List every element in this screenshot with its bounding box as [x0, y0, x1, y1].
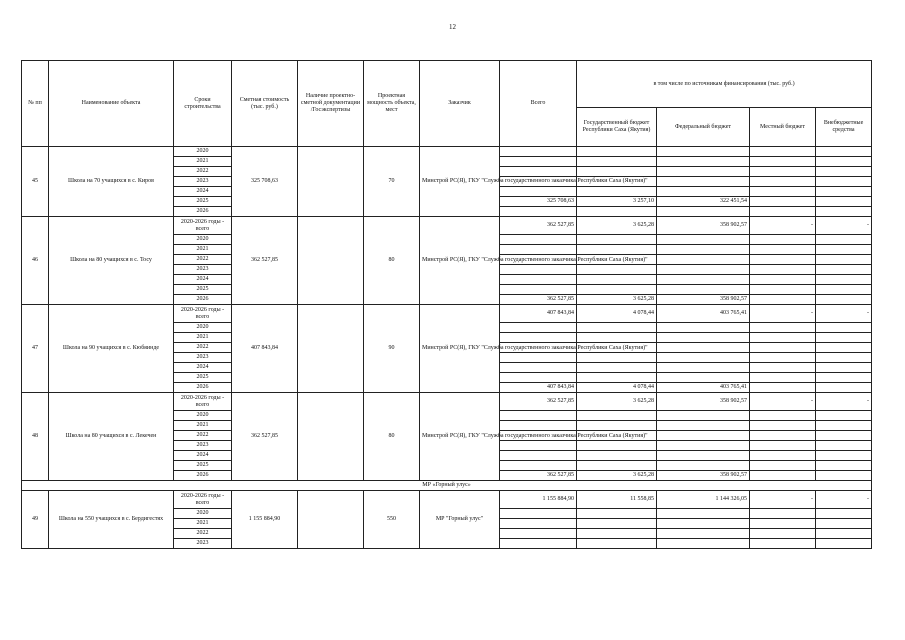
amount-total	[500, 363, 577, 373]
amount-total	[500, 265, 577, 275]
amount-federal	[657, 539, 750, 549]
amount-total: 407 843,84	[500, 305, 577, 323]
year-cell: 2026	[174, 383, 232, 393]
object-name: Школа на 80 учащихся в с. Лекечен	[49, 393, 174, 481]
object-docs	[298, 217, 364, 305]
object-cost: 325 708,63	[232, 147, 298, 217]
amount-federal: 358 902,57	[657, 295, 750, 305]
amount-total	[500, 167, 577, 177]
amount-total: 407 843,84	[500, 383, 577, 393]
year-cell: 2022	[174, 431, 232, 441]
amount-federal: 322 451,54	[657, 197, 750, 207]
amount-total	[500, 373, 577, 383]
table-row	[22, 305, 872, 323]
amount-local	[750, 363, 816, 373]
table-row	[22, 147, 872, 157]
object-capacity: 90	[364, 305, 420, 393]
amount-extra	[816, 373, 872, 383]
year-cell: 2025	[174, 373, 232, 383]
year-cell: 2022	[174, 167, 232, 177]
amount-total	[500, 529, 577, 539]
amount-federal	[657, 333, 750, 343]
year-cell: 2024	[174, 187, 232, 197]
year-cell: 2023	[174, 353, 232, 363]
amount-local	[750, 519, 816, 529]
year-cell: 2024	[174, 451, 232, 461]
object-docs	[298, 393, 364, 481]
header-federal: Федеральный бюджет	[657, 108, 750, 147]
year-cell: 2024	[174, 275, 232, 285]
amount-state	[577, 235, 657, 245]
amount-total	[500, 275, 577, 285]
amount-total	[500, 323, 577, 333]
amount-extra	[816, 363, 872, 373]
amount-extra	[816, 197, 872, 207]
year-cell: 2021	[174, 421, 232, 431]
amount-federal	[657, 461, 750, 471]
year-cell: 2020	[174, 147, 232, 157]
amount-extra	[816, 529, 872, 539]
amount-extra	[816, 451, 872, 461]
amount-local	[750, 197, 816, 207]
object-capacity: 80	[364, 393, 420, 481]
year-cell: 2023	[174, 539, 232, 549]
amount-extra	[816, 285, 872, 295]
object-name: Школа на 90 учащихся в с. Кюбяинде	[49, 305, 174, 393]
amount-federal	[657, 373, 750, 383]
amount-federal	[657, 167, 750, 177]
amount-total	[500, 539, 577, 549]
amount-state	[577, 509, 657, 519]
amount-local	[750, 323, 816, 333]
financing-table	[21, 60, 872, 549]
amount-local: -	[750, 491, 816, 509]
amount-local	[750, 207, 816, 217]
amount-total	[500, 451, 577, 461]
year-cell: 2021	[174, 333, 232, 343]
amount-federal	[657, 245, 750, 255]
amount-state	[577, 147, 657, 157]
amount-local	[750, 343, 816, 353]
amount-local	[750, 235, 816, 245]
year-cell: 2020-2026 годы - всего	[174, 217, 232, 235]
object-cost: 362 527,85	[232, 217, 298, 305]
amount-extra	[816, 275, 872, 285]
amount-total	[500, 441, 577, 451]
object-docs	[298, 305, 364, 393]
year-cell: 2026	[174, 295, 232, 305]
object-customer: Минстрой РС(Я), ГКУ "Служба государственного заказчика Республики Саха (Якутия)"	[420, 217, 500, 305]
amount-local	[750, 285, 816, 295]
header-cost: Сметная стоимость (тыс. руб.)	[232, 61, 298, 147]
amount-federal	[657, 431, 750, 441]
header-num: № пп	[22, 61, 49, 147]
object-customer: МР "Горный улус"	[420, 491, 500, 549]
header-docs: Наличие проектно-сметной документации /Госэкспертизы	[298, 61, 364, 147]
amount-federal	[657, 323, 750, 333]
section-title: МР «Горный улус»	[22, 481, 872, 491]
amount-total: 362 527,85	[500, 217, 577, 235]
amount-total	[500, 519, 577, 529]
amount-state	[577, 187, 657, 197]
amount-federal	[657, 441, 750, 451]
year-cell: 2023	[174, 177, 232, 187]
amount-state	[577, 539, 657, 549]
object-cost: 1 155 884,90	[232, 491, 298, 549]
amount-extra	[816, 471, 872, 481]
amount-extra	[816, 421, 872, 431]
amount-state	[577, 265, 657, 275]
amount-federal	[657, 421, 750, 431]
amount-extra	[816, 461, 872, 471]
amount-extra	[816, 333, 872, 343]
amount-extra	[816, 441, 872, 451]
amount-local	[750, 451, 816, 461]
amount-federal	[657, 187, 750, 197]
amount-federal	[657, 177, 750, 187]
object-capacity: 70	[364, 147, 420, 217]
amount-local	[750, 529, 816, 539]
amount-local	[750, 157, 816, 167]
amount-federal: 358 902,57	[657, 217, 750, 235]
amount-state	[577, 245, 657, 255]
amount-total	[500, 235, 577, 245]
amount-total	[500, 353, 577, 363]
object-num: 46	[22, 217, 49, 305]
amount-local	[750, 461, 816, 471]
header-total: Всего	[500, 61, 577, 147]
header-extra: Внебюджетные средства	[816, 108, 872, 147]
amount-extra	[816, 323, 872, 333]
object-num: 49	[22, 491, 49, 549]
amount-extra	[816, 235, 872, 245]
header-customer: Заказчик	[420, 61, 500, 147]
amount-local	[750, 411, 816, 421]
amount-state	[577, 285, 657, 295]
year-cell: 2026	[174, 471, 232, 481]
object-num: 48	[22, 393, 49, 481]
amount-extra	[816, 431, 872, 441]
amount-total: 362 527,85	[500, 295, 577, 305]
section-row	[22, 481, 872, 491]
object-name: Школа на 70 учащихся в с. Киров	[49, 147, 174, 217]
amount-extra	[816, 509, 872, 519]
year-cell: 2020-2026 годы - всего	[174, 393, 232, 411]
amount-local	[750, 177, 816, 187]
amount-total	[500, 421, 577, 431]
amount-federal: 403 765,41	[657, 383, 750, 393]
amount-federal	[657, 363, 750, 373]
year-cell: 2023	[174, 265, 232, 275]
amount-local	[750, 187, 816, 197]
amount-federal: 358 902,57	[657, 393, 750, 411]
amount-local: -	[750, 393, 816, 411]
amount-federal	[657, 353, 750, 363]
amount-total	[500, 411, 577, 421]
year-cell: 2021	[174, 157, 232, 167]
amount-state	[577, 333, 657, 343]
amount-extra	[816, 177, 872, 187]
amount-state	[577, 373, 657, 383]
amount-state	[577, 441, 657, 451]
amount-total	[500, 245, 577, 255]
amount-state: 4 078,44	[577, 305, 657, 323]
amount-local: -	[750, 217, 816, 235]
amount-total	[500, 333, 577, 343]
amount-extra	[816, 383, 872, 393]
page-number: 12	[449, 23, 456, 31]
amount-federal	[657, 235, 750, 245]
amount-total	[500, 285, 577, 295]
year-cell: 2020-2026 годы - всего	[174, 491, 232, 509]
year-cell: 2020	[174, 235, 232, 245]
amount-extra	[816, 411, 872, 421]
year-cell: 2022	[174, 343, 232, 353]
amount-extra	[816, 207, 872, 217]
amount-state: 3 625,28	[577, 217, 657, 235]
amount-state: 3 257,10	[577, 197, 657, 207]
amount-total: 325 708,63	[500, 197, 577, 207]
object-customer: Минстрой РС(Я), ГКУ "Служба государственного заказчика Республики Саха (Якутия)"	[420, 147, 500, 217]
amount-state	[577, 275, 657, 285]
amount-extra: -	[816, 491, 872, 509]
amount-state	[577, 323, 657, 333]
amount-federal	[657, 275, 750, 285]
amount-state: 3 625,28	[577, 471, 657, 481]
header-state: Государственный бюджет Республики Саха (Якутия)	[577, 108, 657, 147]
amount-total	[500, 461, 577, 471]
amount-federal	[657, 285, 750, 295]
amount-local	[750, 373, 816, 383]
amount-state	[577, 411, 657, 421]
amount-local	[750, 471, 816, 481]
year-cell: 2022	[174, 529, 232, 539]
amount-state	[577, 167, 657, 177]
header-sources: в том числе по источникам финансирования (тыс. руб.)	[577, 61, 872, 108]
amount-federal	[657, 157, 750, 167]
amount-federal: 358 902,57	[657, 471, 750, 481]
year-cell: 2020	[174, 509, 232, 519]
object-capacity: 550	[364, 491, 420, 549]
amount-state: 3 625,28	[577, 393, 657, 411]
table-row	[22, 393, 872, 411]
object-name: Школа на 80 учащихся в с. Тосу	[49, 217, 174, 305]
amount-total: 1 155 884,90	[500, 491, 577, 509]
amount-extra: -	[816, 217, 872, 235]
header-capacity: Проектная мощность объекта, мест	[364, 61, 420, 147]
header-local: Местный бюджет	[750, 108, 816, 147]
table-row	[22, 491, 872, 509]
year-cell: 2020	[174, 323, 232, 333]
amount-local	[750, 245, 816, 255]
amount-local	[750, 275, 816, 285]
amount-total	[500, 157, 577, 167]
amount-total	[500, 207, 577, 217]
amount-extra: -	[816, 305, 872, 323]
year-cell: 2020-2026 годы - всего	[174, 305, 232, 323]
year-cell: 2021	[174, 245, 232, 255]
year-cell: 2022	[174, 255, 232, 265]
amount-extra	[816, 265, 872, 275]
amount-federal	[657, 343, 750, 353]
year-cell: 2020	[174, 411, 232, 421]
year-cell: 2025	[174, 285, 232, 295]
amount-extra	[816, 245, 872, 255]
amount-extra	[816, 147, 872, 157]
amount-state	[577, 157, 657, 167]
amount-federal	[657, 509, 750, 519]
amount-federal: 403 765,41	[657, 305, 750, 323]
amount-extra	[816, 187, 872, 197]
amount-total: 362 527,85	[500, 471, 577, 481]
amount-state	[577, 451, 657, 461]
amount-state	[577, 207, 657, 217]
amount-local	[750, 333, 816, 343]
amount-state	[577, 519, 657, 529]
amount-local	[750, 167, 816, 177]
amount-total: 362 527,85	[500, 393, 577, 411]
amount-federal	[657, 265, 750, 275]
amount-extra	[816, 157, 872, 167]
amount-extra: -	[816, 393, 872, 411]
amount-state	[577, 353, 657, 363]
amount-local	[750, 147, 816, 157]
object-docs	[298, 147, 364, 217]
year-cell: 2024	[174, 363, 232, 373]
amount-federal	[657, 147, 750, 157]
object-customer: Минстрой РС(Я), ГКУ "Служба государственного заказчика Республики Саха (Якутия)"	[420, 393, 500, 481]
year-cell: 2025	[174, 461, 232, 471]
object-docs	[298, 491, 364, 549]
amount-federal	[657, 519, 750, 529]
amount-state: 11 558,85	[577, 491, 657, 509]
amount-local	[750, 265, 816, 275]
object-customer: Минстрой РС(Я), ГКУ "Служба государственного заказчика Республики Саха (Якутия)"	[420, 305, 500, 393]
amount-local	[750, 431, 816, 441]
amount-state	[577, 461, 657, 471]
amount-total	[500, 147, 577, 157]
amount-local	[750, 353, 816, 363]
amount-federal	[657, 255, 750, 265]
table-row	[22, 217, 872, 235]
amount-local	[750, 539, 816, 549]
amount-state: 4 078,44	[577, 383, 657, 393]
object-cost: 362 527,85	[232, 393, 298, 481]
amount-local	[750, 383, 816, 393]
amount-local	[750, 509, 816, 519]
amount-local	[750, 441, 816, 451]
object-cost: 407 843,84	[232, 305, 298, 393]
object-num: 47	[22, 305, 49, 393]
year-cell: 2023	[174, 441, 232, 451]
amount-extra	[816, 255, 872, 265]
amount-federal	[657, 207, 750, 217]
amount-local	[750, 295, 816, 305]
year-cell: 2026	[174, 207, 232, 217]
amount-local: -	[750, 305, 816, 323]
amount-federal: 1 144 326,05	[657, 491, 750, 509]
year-cell: 2021	[174, 519, 232, 529]
amount-state	[577, 421, 657, 431]
amount-state: 3 625,28	[577, 295, 657, 305]
amount-extra	[816, 539, 872, 549]
amount-federal	[657, 411, 750, 421]
amount-state	[577, 363, 657, 373]
year-cell: 2025	[174, 197, 232, 207]
amount-state	[577, 529, 657, 539]
object-num: 45	[22, 147, 49, 217]
amount-federal	[657, 451, 750, 461]
object-capacity: 80	[364, 217, 420, 305]
amount-local	[750, 255, 816, 265]
amount-federal	[657, 529, 750, 539]
header-terms: Сроки строительства	[174, 61, 232, 147]
amount-extra	[816, 519, 872, 529]
amount-total	[500, 187, 577, 197]
amount-extra	[816, 295, 872, 305]
amount-extra	[816, 343, 872, 353]
amount-extra	[816, 167, 872, 177]
table-body	[22, 147, 872, 549]
amount-extra	[816, 353, 872, 363]
amount-local	[750, 421, 816, 431]
header-name: Наименование объекта	[49, 61, 174, 147]
object-name: Школа на 550 учащихся в с. Бердигестях	[49, 491, 174, 549]
amount-total	[500, 509, 577, 519]
